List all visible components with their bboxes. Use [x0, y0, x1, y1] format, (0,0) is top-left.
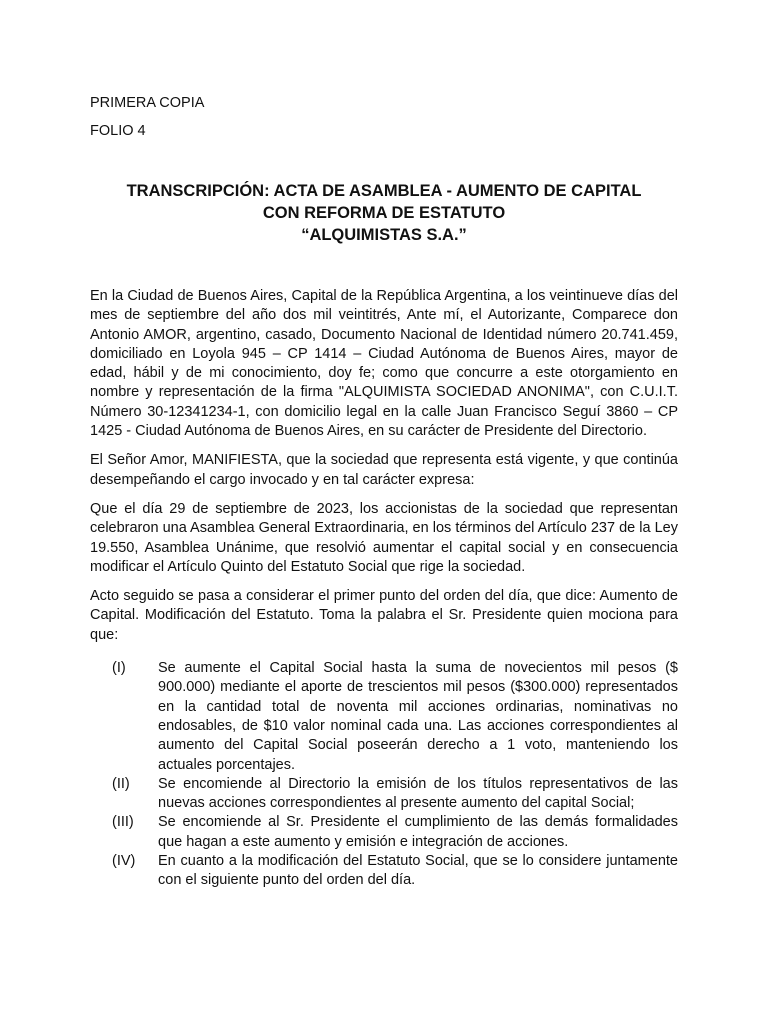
paragraph-asamblea: Que el día 29 de septiembre de 2023, los accionistas de la sociedad que representan celebraron una Asamblea General Extraordinaria, en los términos del Artículo 237 de la Ley 19.550, Asamblea Unánime, que resolvió aumentar el capital social y en consecuencia modificar el Artículo Quinto del Estatuto Social que rige la sociedad. [90, 500, 678, 575]
document-body [90, 287, 678, 891]
motion-item [90, 813, 678, 852]
title-line-1: TRANSCRIPCIÓN: ACTA DE ASAMBLEA - AUMENTO DE CAPITAL [126, 182, 642, 200]
motion-item-number: (IV) [112, 853, 136, 870]
title-line-3: “ALQUIMISTAS S.A.” [301, 226, 467, 244]
motion-item-number: (III) [112, 814, 134, 831]
motion-item-text: Se aumente el Capital Social hasta la suma de novecientos mil pesos ($ 900.000) mediante el aporte de trescientos mil pesos ($300.000) representados en la cantidad total de noventa mil acciones ordinarias, nominativas no endosables, de $10 valor nominal cada una. Las acciones correspondientes al aumento del Capital Social poseerán derecho a 1 voto, manteniendo los actuales porcentajes. [158, 660, 678, 773]
copy-label: PRIMERA COPIA [90, 95, 205, 111]
paragraph-orden-del-dia: Acto seguido se pasa a considerar el primer punto del orden del día, que dice: Aumento de Capital. Modificación del Estatuto. Toma la palabra el Sr. Presidente quien mociona para que: [90, 588, 678, 643]
folio-label: FOLIO 4 [90, 123, 146, 139]
motion-item-number: (II) [112, 775, 130, 792]
motion-item [90, 852, 678, 891]
motion-item-number: (I) [112, 660, 126, 677]
motion-item-text: Se encomiende al Directorio la emisión de los títulos representativos de las nuevas acciones correspondientes al presente aumento del capital Social; [158, 775, 678, 812]
title-line-2: CON REFORMA DE ESTATUTO [262, 204, 506, 222]
paragraph-manifiesta: El Señor Amor, MANIFIESTA, que la sociedad que representa está vigente, y que continúa desempeñando el cargo invocado y en tal carácter expresa: [90, 452, 678, 488]
motion-item-text: En cuanto a la modificación del Estatuto Social, que se lo considere juntamente con el siguiente punto del orden del día. [158, 853, 678, 889]
paragraph-comparecencia: En la Ciudad de Buenos Aires, Capital de la República Argentina, a los veintinueve días del mes de septiembre del año dos mil veintitrés, Ante mí, el Autorizante, Comparece don Antonio AMOR, argentino, casado, Documento Nacional de Identidad número 20.741.459, domiciliado en Loyola 945 – CP 1414 – Ciudad Autónoma de Buenos Aires, mayor de edad, hábil y de mi conocimiento, doy fe; como que concurre a este otorgamiento en nombre y representación de la firma "ALQUIMISTA SOCIEDAD ANONIMA", con C.U.I.T. Número 30-12341234-1, con domicilio legal en la calle Juan Francisco Seguí 3860 – CP 1425 - Ciudad Autónoma de Buenos Aires, en su carácter de Presidente del Directorio. [90, 288, 678, 440]
motion-list [90, 659, 678, 891]
document-title [90, 180, 678, 246]
motion-item-text: Se encomiende al Sr. Presidente el cumplimiento de las demás formalidades que hagan a este aumento y emisión e integración de acciones. [158, 814, 678, 850]
motion-item [90, 659, 678, 775]
motion-item [90, 775, 678, 814]
